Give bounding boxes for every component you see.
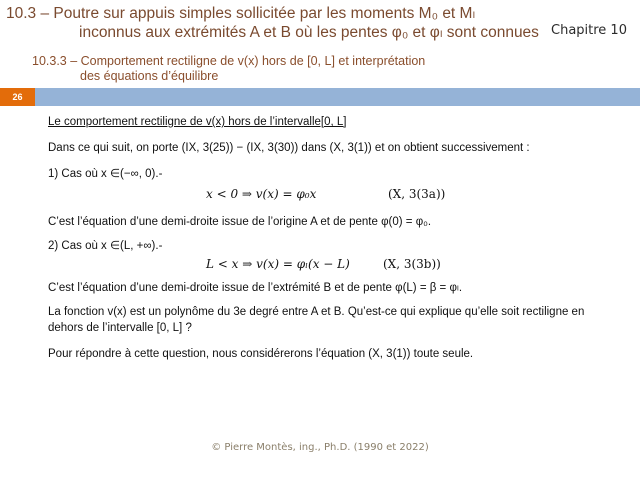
subtitle-line-2: des équations d’équilibre: [80, 69, 219, 83]
answer-paragraph: Pour répondre à cette question, nous considérerons l’équation (X, 3(1)) toute seule.: [48, 348, 474, 360]
title-line-2: inconnus aux extrémités A et B où les pentes φ₀ et φₗ sont connues: [79, 24, 539, 41]
slide-title: [6, 4, 539, 42]
title-line-1: 10.3 – Poutre sur appuis simples sollicitée par les moments M₀ et Mₗ: [6, 5, 476, 22]
page-number-badge: 26: [0, 88, 35, 106]
case-1-explanation: C’est l’équation d’une demi-droite issue de l’origine A et de pente φ(0) = φ₀.: [48, 216, 432, 228]
question-line-1: La fonction v(x) est un polynôme du 3e degré entre A et B. Qu’est-ce qui explique qu’elle soit rectiligne en: [48, 306, 585, 318]
header-bar: [0, 88, 640, 106]
intro-paragraph: Dans ce qui suit, on porte (IX, 3(25)) − (IX, 3(30)) dans (X, 3(1)) et on obtient successivement :: [48, 142, 530, 154]
case-2-explanation: C’est l’équation d’une demi-droite issue de l’extrémité B et de pente φ(L) = β = φₗ.: [48, 282, 463, 294]
equation-2-reference: (X, 3(3b)): [383, 257, 441, 271]
case-1-label: 1) Cas où x ∈(−∞, 0).-: [48, 168, 163, 180]
subtitle-line-1: 10.3.3 – Comportement rectiligne de v(x) hors de [0, L] et interprétation: [32, 54, 426, 68]
case-2-label: 2) Cas où x ∈(L, +∞).-: [48, 240, 163, 252]
chapter-label: Chapitre 10: [551, 23, 627, 38]
copyright-footer: © Pierre Montès, ing., Ph.D. (1990 et 2022): [211, 442, 429, 453]
question-line-2: dehors de l’intervalle [0, L] ?: [48, 322, 192, 334]
equation-2: L < x ⇒ v(x) = φₗ(x − L): [206, 257, 350, 271]
equation-1-reference: (X, 3(3a)): [388, 187, 446, 201]
section-subtitle: [32, 54, 425, 84]
section-heading: Le comportement rectiligne de v(x) hors de l’intervalle[0, L]: [48, 116, 347, 128]
equation-1: x < 0 ⇒ v(x) = φ₀x: [206, 187, 317, 201]
